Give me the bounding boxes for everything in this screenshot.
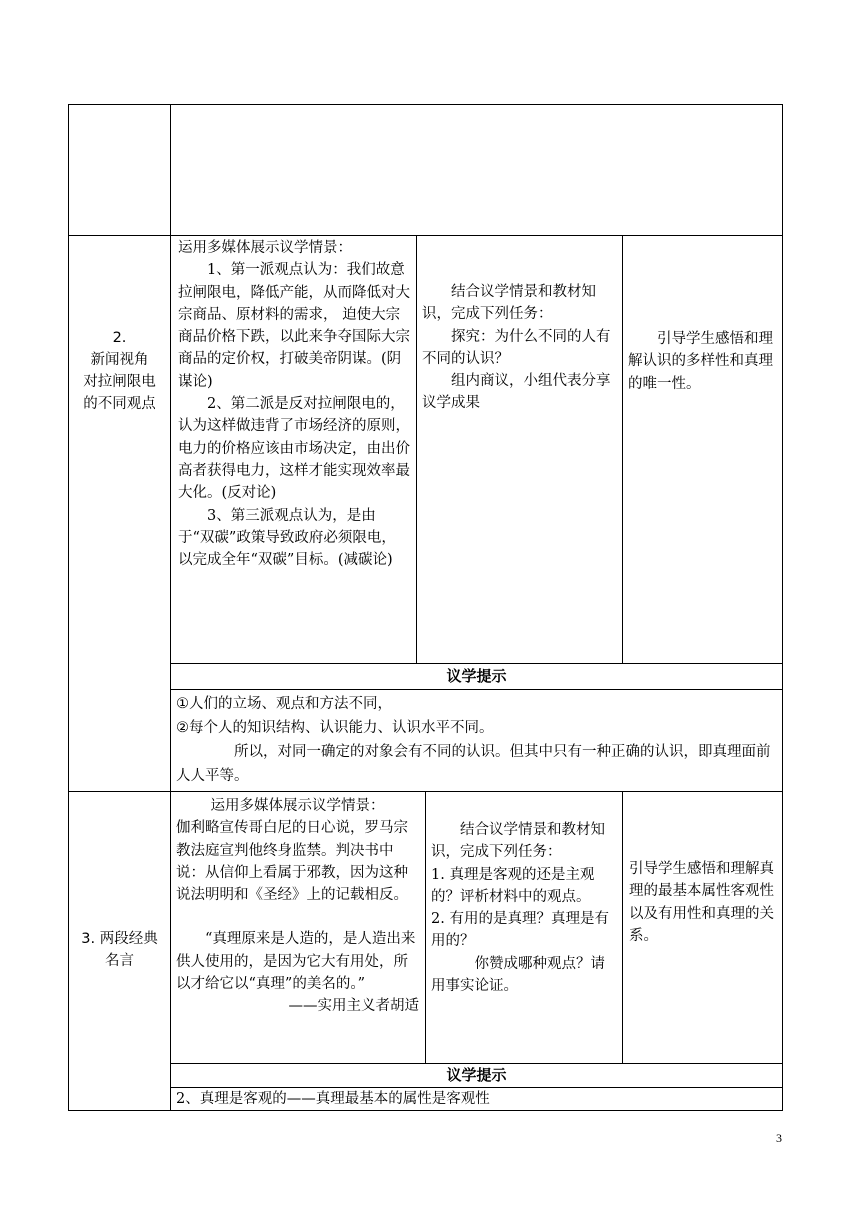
viewpoint-1: 1、第一派观点认为：我们故意拉闸限电，降低产能，从而降低对大宗商品、原材料的需求， 迫使大宗商品价格下跌，以此来争夺国际大宗商品的定价权，打破美帝阴谋。(阴谋论) — [178, 262, 410, 390]
intent-text: 引导学生感悟和理解认识的多样性和真理的唯一性。 — [628, 331, 773, 392]
quote-source: ——实用主义者胡适 — [288, 998, 419, 1015]
task-question-2: 2. 有用的是真理？真理是有用的？ — [431, 911, 609, 950]
table-line — [622, 791, 623, 1063]
task-cell-2 — [422, 281, 616, 415]
table-line — [68, 104, 783, 105]
task-question-3: 你赞成哪种观点？请用事实论证。 — [431, 955, 605, 995]
table-line — [170, 663, 783, 664]
task-intro: 结合议学情景和教材知识，完成下列任务： — [422, 284, 596, 323]
hint-line: 2、真理是客观的——真理最基本的属性是客观性 — [176, 1091, 490, 1107]
stage-number: 2. — [112, 330, 127, 346]
activity-intro: 运用多媒体展示议学情景： — [178, 240, 352, 256]
task-group: 组内商议，小组代表分享议学成果 — [422, 373, 611, 412]
table-line — [170, 104, 171, 1111]
stage-title-line: 3. 两段经典 — [81, 931, 158, 947]
task-explore: 探究：为什么不同的人有不同的认识？ — [422, 328, 611, 367]
table-line — [622, 235, 623, 663]
stage-title-line: 对拉闸限电 — [83, 374, 156, 390]
activity-intro: 运用多媒体展示议学情景： — [210, 798, 385, 814]
hint-header-3: 议学提示 — [446, 1066, 507, 1084]
intent-cell-3 — [629, 858, 779, 947]
table-line — [782, 104, 783, 1111]
viewpoint-3: 3、第三派观点认为，是由于“双碳”政策导致政府必须限电，以完成全年“双碳”目标。(减碳论) — [178, 507, 396, 569]
stage-title-line: 的不同观点 — [83, 396, 156, 412]
intent-cell-2 — [628, 328, 778, 395]
activity-cell-3 — [176, 795, 419, 1018]
page-number: 3 — [776, 1131, 782, 1145]
hint-body-3 — [176, 1088, 778, 1110]
task-cell-3 — [431, 819, 617, 997]
intent-text: 引导学生感悟和理解真理的最基本属性客观性以及有用性和真理的关系。 — [629, 861, 774, 944]
quote-text: “真理原来是人造的，是人造出来供人使用的，是因为它大有用处，所以才给它以“真理”的美名的。” — [176, 931, 416, 993]
galileo-text: 伽利略宣传哥白尼的日心说，罗马宗教法庭宣判他终身监禁。判决书中说：从信仰上看属于邪教，因为这种说法明明和《圣经》上的记载相反。 — [176, 820, 408, 904]
hint-line: 所以，对同一确定的对象会有不同的认识。但其中只有一种正确的认识，即真理面前人人平等。 — [176, 744, 771, 784]
viewpoint-2: 2、第二派是反对拉闸限电的，认为这样做违背了市场经济的原则，电力的价格应该由市场决定，由出价高者获得电力，这样才能实现效率最大化。(反对论) — [178, 396, 410, 502]
stage-title-2 — [69, 327, 170, 415]
activity-cell-2 — [178, 237, 410, 571]
table-line — [170, 689, 783, 690]
task-intro: 结合议学情景和教材知识，完成下列任务： — [431, 822, 605, 861]
task-question-1: 1. 真理是客观的还是主观的？评析材料中的观点。 — [431, 866, 595, 905]
table-line — [416, 235, 417, 663]
stage-title-line: 名言 — [105, 953, 134, 969]
hint-header-2: 议学提示 — [446, 667, 507, 685]
table-line — [68, 235, 783, 236]
table-line — [425, 791, 426, 1063]
hint-body-2 — [176, 692, 778, 788]
stage-title-line: 新闻视角 — [90, 352, 149, 368]
hint-line: ①人们的立场、观点和方法不同， — [176, 696, 392, 712]
hint-line: ②每个人的知识结构、认识能力、认识水平不同。 — [176, 720, 494, 736]
stage-title-3 — [69, 928, 170, 972]
